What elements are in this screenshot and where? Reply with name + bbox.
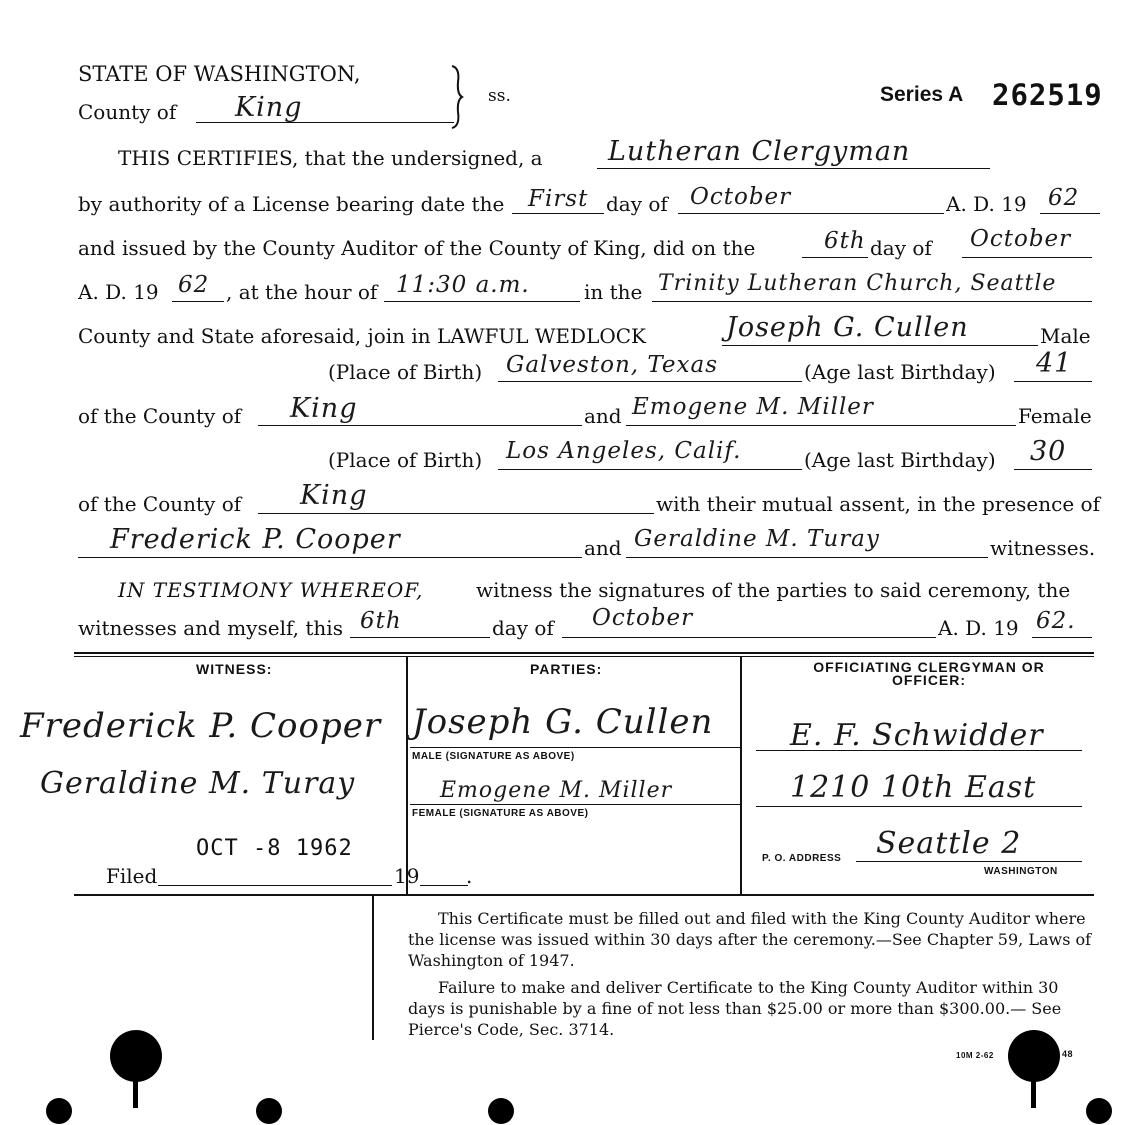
witness1-name: Frederick P. Cooper xyxy=(110,524,401,555)
witness1-line xyxy=(78,557,582,558)
sign-day-line xyxy=(350,637,490,638)
sign-day: 6th xyxy=(360,608,402,634)
bride-age: 30 xyxy=(1030,436,1067,467)
officiant-address: 1210 10th East xyxy=(790,770,1037,805)
bride-age-label: (Age last Birthday) xyxy=(804,448,996,472)
female-signature: Emogene M. Miller xyxy=(440,778,673,803)
license-month-line xyxy=(678,213,944,214)
groom-name: Joseph G. Cullen xyxy=(726,312,969,343)
hour-label: , at the hour of xyxy=(226,280,378,304)
testimony-heading: IN TESTIMONY WHEREOF, xyxy=(118,578,424,602)
series-number: 262519 xyxy=(992,78,1103,112)
witness2-name: Geraldine M. Turay xyxy=(634,526,880,552)
ceremony-year-line xyxy=(172,301,224,302)
filed-year-line xyxy=(420,885,468,886)
ceremony-day-line xyxy=(802,257,868,258)
witness-signature-2: Geraldine M. Turay xyxy=(40,766,356,801)
groom-birth-line xyxy=(498,381,802,382)
address-line xyxy=(756,806,1082,807)
officiant-title: Lutheran Clergyman xyxy=(608,136,911,167)
ad-label: A. D. 19 xyxy=(946,192,1027,216)
witness2-line xyxy=(626,557,988,558)
box-divider-1 xyxy=(406,656,408,894)
sign-year-line xyxy=(1032,637,1092,638)
female-sig-line xyxy=(410,804,740,805)
male-caption: MALE (SIGNATURE AS ABOVE) xyxy=(412,751,575,762)
female-label: Female xyxy=(1018,404,1092,428)
filing-requirement-note: This Certificate must be filled out and filed with the King County Auditor where the license was issued within 30 days after the ceremony.—See Chapter 59, Laws of Washington of 1947. xyxy=(408,909,1092,970)
ceremony-day: 6th xyxy=(824,228,866,254)
punch-hole-right xyxy=(1008,1030,1060,1082)
parties-header: PARTIES: xyxy=(530,661,603,677)
witnesses-myself-text: witnesses and myself, this xyxy=(78,616,343,640)
day-of-label-2: day of xyxy=(870,236,932,260)
state-heading: STATE OF WASHINGTON, xyxy=(78,62,361,86)
mutual-assent-text: with their mutual assent, in the presence of xyxy=(656,492,1100,516)
punch-dot-4 xyxy=(1086,1098,1112,1124)
washington-label: WASHINGTON xyxy=(984,866,1058,877)
po-city: Seattle 2 xyxy=(876,826,1022,861)
filed-label: Filed xyxy=(106,864,158,888)
box-top-rule-2 xyxy=(74,656,1094,657)
groom-county: King xyxy=(290,393,358,424)
punch-dot-2 xyxy=(256,1098,282,1124)
and-label: and xyxy=(584,404,622,428)
sign-year: 62. xyxy=(1036,608,1076,634)
groom-birth-label: (Place of Birth) xyxy=(328,360,483,384)
ceremony-place: Trinity Lutheran Church, Seattle xyxy=(658,271,1057,296)
bride-county-line xyxy=(258,513,654,514)
groom-birthplace: Galveston, Texas xyxy=(506,352,719,378)
ceremony-hour: 11:30 a.m. xyxy=(396,272,530,298)
ad-label-2: A. D. 19 xyxy=(78,280,159,304)
brace-icon xyxy=(448,64,468,130)
male-sig-line xyxy=(410,747,740,748)
license-month: October xyxy=(690,184,792,210)
ad-label-3: A. D. 19 xyxy=(938,616,1019,640)
bride-line xyxy=(626,425,1016,426)
groom-line xyxy=(722,345,1038,346)
punch-stem-left xyxy=(133,1078,138,1108)
penalty-note: Failure to make and deliver Certificate to the King County Auditor within 30 days is punishable by a fine of not less than $25.00 or more than $300.00.— See Pierce's Code, Sec. 3714. xyxy=(408,978,1062,1039)
license-year: 62 xyxy=(1048,185,1080,211)
and-label-2: and xyxy=(584,536,622,560)
female-caption: FEMALE (SIGNATURE AS ABOVE) xyxy=(412,808,589,819)
bride-name: Emogene M. Miller xyxy=(632,394,874,420)
ceremony-year: 62 xyxy=(178,272,210,298)
punch-dot-1 xyxy=(46,1098,72,1124)
male-label: Male xyxy=(1040,324,1091,348)
sign-month-line xyxy=(562,637,936,638)
groom-county-line xyxy=(258,425,582,426)
sign-month: October xyxy=(592,605,694,631)
hour-line xyxy=(384,301,580,302)
bride-county-label: of the County of xyxy=(78,492,242,516)
witness-signature-1: Frederick P. Cooper xyxy=(20,706,382,746)
ss-label: ss. xyxy=(488,86,511,106)
groom-age-line xyxy=(1014,381,1092,382)
officiant-header: OFFICIATING CLERGYMAN OR OFFICER: xyxy=(813,659,1045,688)
day-of-label: day of xyxy=(606,192,668,216)
groom-age-label: (Age last Birthday) xyxy=(804,360,996,384)
bride-birth-line xyxy=(498,469,802,470)
ceremony-month-line xyxy=(962,257,1092,258)
certifies-text: THIS CERTIFIES, that the undersigned, a xyxy=(118,146,543,170)
po-line xyxy=(856,861,1082,862)
box-top-rule xyxy=(74,652,1094,654)
groom-age: 41 xyxy=(1036,348,1073,379)
place-line xyxy=(652,301,1092,302)
punch-dot-3 xyxy=(488,1098,514,1124)
county-label: County of xyxy=(78,100,177,124)
form-code: 10M 2-62 xyxy=(956,1051,994,1060)
filed-period: . xyxy=(466,864,473,888)
testimony-text: witness the signatures of the parties to said ceremony, the xyxy=(476,578,1071,602)
form-number: 48 xyxy=(1062,1049,1074,1059)
wedlock-text: County and State aforesaid, join in LAWFUL WEDLOCK xyxy=(78,324,646,348)
issued-text: and issued by the County Auditor of the County of King, did on the xyxy=(78,236,756,260)
officiant-sig-line xyxy=(756,750,1082,751)
series-label: Series A xyxy=(880,83,964,106)
box-divider-2 xyxy=(740,656,742,894)
license-day-line xyxy=(512,213,604,214)
in-the-label: in the xyxy=(584,280,643,304)
bride-birthplace: Los Angeles, Calif. xyxy=(506,438,742,464)
punch-hole-left xyxy=(110,1030,162,1082)
license-day: First xyxy=(528,186,589,212)
officiant-signature: E. F. Schwidder xyxy=(790,718,1044,753)
bride-county: King xyxy=(300,480,368,511)
day-of-label-3: day of xyxy=(492,616,554,640)
license-text: by authority of a License bearing date the xyxy=(78,192,505,216)
bride-birth-label: (Place of Birth) xyxy=(328,448,483,472)
filed-year-prefix: 19 xyxy=(394,864,420,888)
witness-header: WITNESS: xyxy=(196,661,273,677)
county-value: King xyxy=(235,92,303,123)
po-address-label: P. O. ADDRESS xyxy=(762,853,842,864)
license-year-line xyxy=(1040,213,1100,214)
bride-age-line xyxy=(1014,469,1092,470)
punch-stem-right xyxy=(1031,1078,1036,1108)
box-bottom-rule xyxy=(74,894,1094,896)
notes-divider xyxy=(372,896,374,1040)
groom-county-label: of the County of xyxy=(78,404,242,428)
officiant-line xyxy=(597,168,990,169)
filed-line xyxy=(158,885,392,886)
ceremony-month: October xyxy=(970,226,1072,252)
male-signature: Joseph G. Cullen xyxy=(412,702,714,742)
witnesses-label: witnesses. xyxy=(990,536,1096,560)
filed-stamp: OCT -8 1962 xyxy=(196,836,353,861)
